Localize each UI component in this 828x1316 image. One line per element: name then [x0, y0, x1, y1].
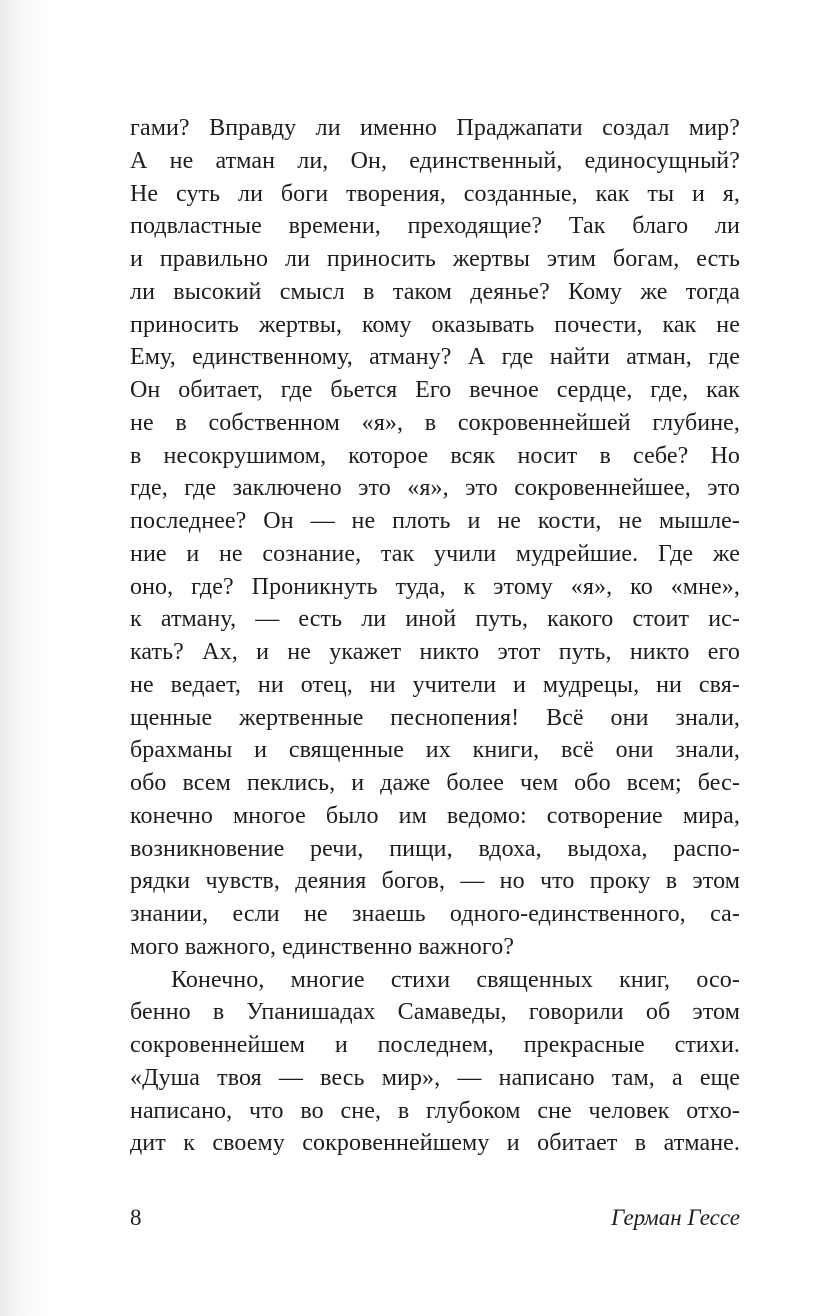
- text-line: и правильно ли приносить жертвы этим богам, есть: [130, 246, 740, 272]
- text-line: оно, где? Проникнуть туда, к этому «я», ко «мне»,: [130, 573, 740, 600]
- text-line: кать? Ах, и не укажет никто этот путь, никто его: [130, 639, 740, 665]
- text-line: бенно в Упанишадах Самаведы, говорили об этом: [130, 999, 740, 1026]
- text-line: «Душа твоя — весь мир», — написано там, а еще: [130, 1064, 740, 1091]
- text-line: мого важного, единственно важного?: [130, 933, 515, 960]
- text-line: в несокрушимом, которое всяк носит в себе? Но: [130, 442, 740, 469]
- text-line: брахманы и священные их книги, всё они знали,: [130, 737, 740, 764]
- running-title-author: Герман Гессе: [611, 1205, 740, 1230]
- text-line: ли высокий смысл в таком деянье? Кому же тогда: [130, 278, 740, 305]
- text-line: конечно многое было им ведомо: сотворение мира,: [130, 802, 740, 829]
- text-line: к атману, — есть ли иной путь, какого стоит ис-: [130, 606, 740, 633]
- text-line: А не атман ли, Он, единственный, единосущный?: [130, 147, 740, 174]
- page-number: 8: [130, 1205, 142, 1230]
- text-line: рядки чувств, деяния богов, — но что проку в этом: [130, 868, 740, 895]
- text-line: не в собственном «я», в сокровеннейшей глубине,: [130, 409, 740, 436]
- text-line: Он обитает, где бьется Его вечное сердце, где, как: [130, 377, 740, 403]
- text-line: Не суть ли боги творения, созданные, как ты и я,: [130, 180, 740, 207]
- text-line: приносить жертвы, кому оказывать почести, как не: [130, 311, 740, 338]
- text-line: щенные жертвенные песнопения! Всё они знали,: [130, 704, 740, 731]
- page-footer: [130, 1204, 740, 1231]
- text-line: где, где заключено это «я», это сокровеннейшее, это: [130, 475, 740, 502]
- text-line: дит к своему сокровеннейшему и обитает в атмане.: [130, 1130, 740, 1157]
- text-line: Конечно, многие стихи священных книг, осо-: [171, 966, 740, 993]
- text-line: обо всем пеклись, и даже более чем обо всем; бес-: [130, 770, 740, 796]
- text-block: [130, 112, 740, 1160]
- text-line: возникновение речи, пищи, вдоха, выдоха, распо-: [130, 835, 740, 862]
- text-line: Ему, единственному, атману? А где найти атман, где: [130, 344, 740, 371]
- text-line: написано, что во сне, в глубоком сне человек отхо-: [130, 1097, 740, 1124]
- text-line: не ведает, ни отец, ни учители и мудрецы, ни свя-: [130, 671, 740, 698]
- text-line: ние и не сознание, так учили мудрейшие. Где же: [130, 540, 740, 567]
- text-line: гами? Вправду ли именно Праджапати создал мир?: [130, 115, 740, 141]
- text-line: подвластные времени, преходящие? Так благо ли: [130, 213, 740, 240]
- text-line: знании, если не знаешь одного-единственного, са-: [130, 901, 740, 927]
- text-line: сокровеннейшем и последнем, прекрасные стихи.: [130, 1032, 740, 1058]
- text-line: последнее? Он — не плоть и не кости, не мышле-: [130, 508, 740, 534]
